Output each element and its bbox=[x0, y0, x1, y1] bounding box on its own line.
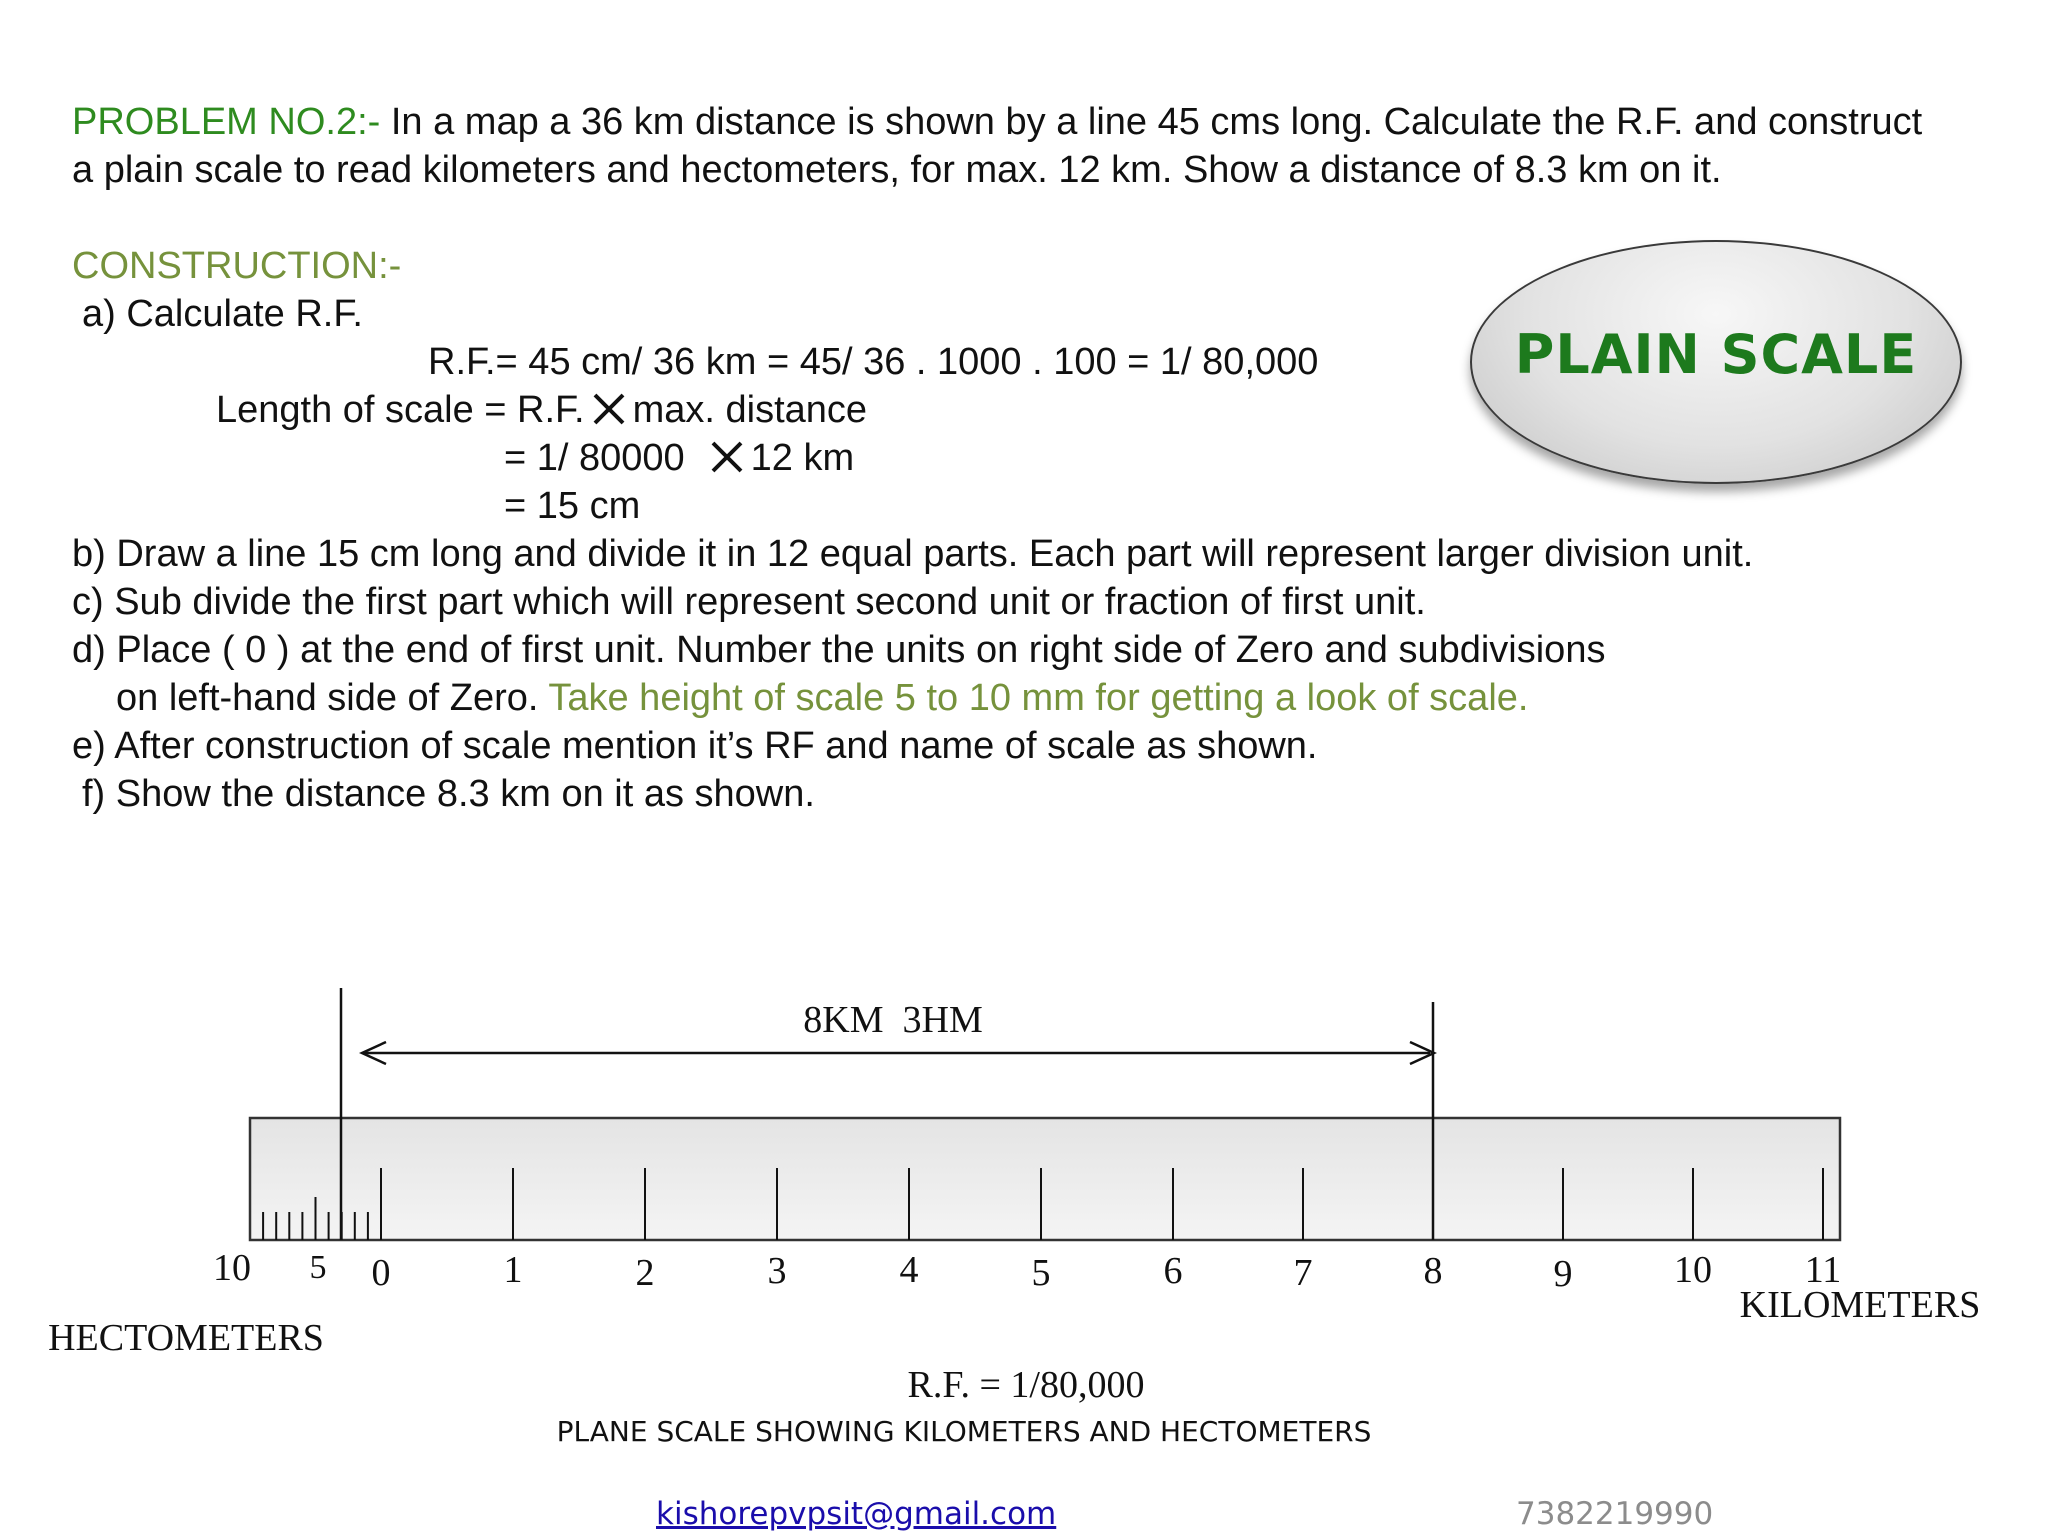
step-b: b) Draw a line 15 cm long and divide it in 12 equal parts. Each part will represent larger division unit. bbox=[72, 533, 1754, 575]
email-link[interactable]: kishorepvpsit@gmail.com bbox=[656, 1496, 1057, 1532]
equation-1-left: = 1/ 80000 bbox=[504, 437, 685, 479]
scale-caption: PLANE SCALE SHOWING KILOMETERS AND HECTOMETERS bbox=[556, 1415, 1372, 1448]
equation-line-1 bbox=[504, 434, 854, 482]
scale-bar bbox=[250, 1118, 1840, 1240]
km-label-2: 2 bbox=[635, 1252, 655, 1294]
distance-label: 8KM 3HM bbox=[803, 999, 983, 1041]
km-label-0: 0 bbox=[371, 1252, 391, 1294]
hm-label-10: 10 bbox=[213, 1247, 251, 1289]
rf-label: R.F. = 1/80,000 bbox=[907, 1364, 1145, 1406]
step-a: a) Calculate R.F. bbox=[82, 293, 363, 335]
km-label-9: 9 bbox=[1553, 1253, 1573, 1295]
length-of-scale-text: Length of scale = R.F. bbox=[216, 389, 585, 431]
step-e: e) After construction of scale mention it’s RF and name of scale as shown. bbox=[72, 725, 1318, 767]
km-label-5: 5 bbox=[1031, 1252, 1051, 1294]
km-label-11: 11 bbox=[1804, 1249, 1842, 1291]
plain-scale-badge bbox=[1470, 240, 1962, 484]
problem-line-1 bbox=[72, 98, 1922, 146]
plain-scale-diagram bbox=[0, 950, 2048, 1510]
step-f: f) Show the distance 8.3 km on it as shown. bbox=[82, 773, 815, 815]
equation-1-right: 12 km bbox=[750, 437, 855, 479]
km-unit-label: KILOMETERS bbox=[1739, 1284, 1981, 1326]
hm-unit-label: HECTOMETERS bbox=[48, 1317, 324, 1359]
badge-label: PLAIN SCALE bbox=[1514, 322, 1918, 386]
step-d-2-note: Take height of scale 5 to 10 mm for getting a look of scale. bbox=[538, 677, 1529, 719]
step-d-2 bbox=[116, 674, 1528, 722]
construction-heading: CONSTRUCTION:- bbox=[72, 245, 402, 287]
length-of-scale-line bbox=[216, 386, 867, 434]
km-label-3: 3 bbox=[767, 1250, 787, 1292]
phone-number: 7382219990 bbox=[1516, 1496, 1714, 1532]
step-c: c) Sub divide the first part which will represent second unit or fraction of first unit. bbox=[72, 581, 1426, 623]
equation-line-2: = 15 cm bbox=[504, 485, 641, 527]
step-d-2-text: on left-hand side of Zero. bbox=[116, 677, 539, 719]
km-label-8: 8 bbox=[1423, 1250, 1443, 1292]
multiply-icon bbox=[709, 439, 745, 475]
km-label-6: 6 bbox=[1163, 1250, 1183, 1292]
km-label-4: 4 bbox=[899, 1249, 919, 1291]
problem-line-2: a plain scale to read kilometers and hectometers, for max. 12 km. Show a distance of 8.3 km on it. bbox=[72, 149, 1722, 191]
problem-text-1: In a map a 36 km distance is shown by a line 45 cms long. Calculate the R.F. and construct bbox=[380, 101, 1923, 143]
multiply-icon bbox=[591, 391, 627, 427]
problem-label: PROBLEM NO.2:- bbox=[72, 101, 381, 143]
step-d-1: d) Place ( 0 ) at the end of first unit. Number the units on right side of Zero and subdivisions bbox=[72, 629, 1606, 671]
km-label-7: 7 bbox=[1293, 1252, 1313, 1294]
hm-label-5: 5 bbox=[309, 1249, 327, 1286]
rf-calculation: R.F.= 45 cm/ 36 km = 45/ 36 . 1000 . 100 = 1/ 80,000 bbox=[428, 341, 1319, 383]
km-label-1: 1 bbox=[503, 1249, 523, 1291]
max-distance-text: max. distance bbox=[632, 389, 868, 431]
km-label-10: 10 bbox=[1674, 1249, 1712, 1291]
